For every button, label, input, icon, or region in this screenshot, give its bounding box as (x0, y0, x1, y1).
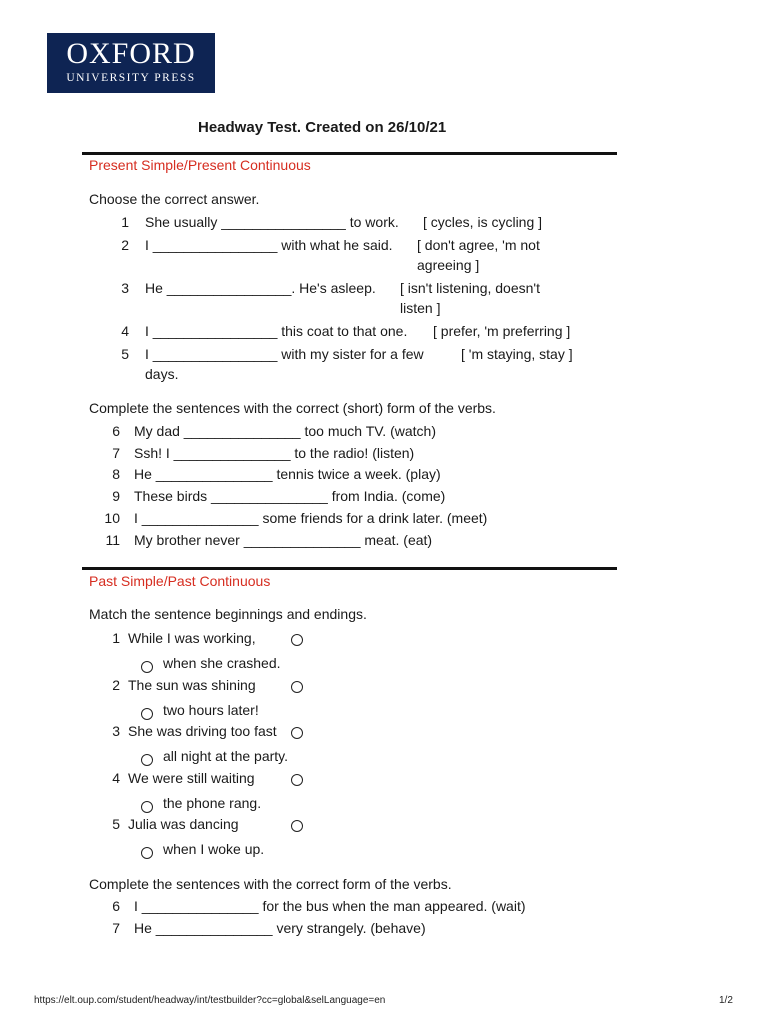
radio-circle-icon[interactable] (291, 727, 303, 739)
radio-circle-icon[interactable] (141, 754, 153, 766)
match-ending: when I woke up. (163, 841, 265, 857)
radio-circle-icon[interactable] (291, 820, 303, 832)
item-sentence: She usually ________________ to work. (145, 214, 399, 230)
radio-circle-icon[interactable] (141, 801, 153, 813)
match-beginning: The sun was shining (128, 676, 256, 693)
item-number: 3 (112, 723, 120, 739)
item-sentence: I ________________ with what he said. (145, 237, 393, 253)
item-sentence: I ________________ this coat to that one. (145, 323, 408, 339)
item-number: 1 (112, 630, 120, 646)
item-options: [ isn't listening, doesn't (400, 280, 540, 296)
page-title: Headway Test. Created on 26/10/21 (198, 119, 447, 136)
item-number: 11 (105, 532, 120, 548)
item-sentence: He _______________ very strangely. (behave) (134, 920, 426, 936)
radio-circle-icon[interactable] (291, 634, 303, 646)
item-sentence: My brother never _______________ meat. (eat) (134, 532, 433, 548)
item-number: 1 (121, 214, 129, 230)
item-number: 2 (121, 237, 129, 253)
item-sentence: My dad _______________ too much TV. (watch) (134, 423, 436, 439)
radio-circle-icon[interactable] (141, 661, 153, 673)
item-options-cont: agreeing ] (417, 257, 480, 273)
item-sentence: These birds _______________ from India. (come) (134, 488, 446, 504)
item-sentence: I _______________ some friends for a drink later. (meet) (134, 510, 488, 526)
item-number: 3 (121, 280, 129, 296)
item-number: 8 (112, 466, 120, 482)
section-divider (82, 567, 617, 570)
item-sentence: I ________________ with my sister for a few (145, 346, 424, 362)
logo-line1: OXFORD (66, 37, 196, 70)
item-sentence: He ________________. He's asleep. (145, 280, 376, 296)
radio-circle-icon[interactable] (141, 708, 153, 720)
radio-circle-icon[interactable] (291, 681, 303, 693)
match-beginning: She was driving too fast (128, 723, 277, 739)
instruction-match: Match the sentence beginnings and endings. (89, 606, 367, 622)
section-divider (82, 152, 617, 155)
item-options: [ prefer, 'm preferring ] (433, 323, 571, 339)
item-sentence-cont: days. (145, 366, 179, 382)
radio-circle-icon[interactable] (141, 847, 153, 859)
item-sentence: He _______________ tennis twice a week. (play) (134, 466, 441, 482)
item-number: 5 (112, 816, 120, 832)
item-number: 7 (112, 920, 120, 936)
item-options: [ cycles, is cycling ] (423, 214, 543, 230)
item-options: [ don't agree, 'm not (417, 237, 540, 253)
match-beginning: Julia was dancing (128, 816, 239, 832)
page-number: 1/2 (719, 995, 733, 1006)
match-ending: when she crashed. (163, 655, 281, 671)
match-beginning: We were still waiting (128, 769, 255, 786)
item-number: 7 (112, 445, 120, 461)
item-number: 4 (121, 323, 129, 339)
item-number: 6 (112, 898, 120, 914)
footer-url: https://elt.oup.com/student/headway/int/testbuilder?cc=global&selLanguage=en (34, 995, 386, 1006)
match-ending: two hours later! (163, 701, 259, 718)
match-ending: the phone rang. (163, 794, 262, 811)
item-number: 6 (112, 423, 120, 439)
radio-circle-icon[interactable] (291, 774, 303, 786)
item-number: 4 (112, 769, 120, 786)
item-number: 5 (121, 346, 129, 362)
oxford-logo (47, 33, 215, 93)
item-sentence: Ssh! I _______________ to the radio! (listen) (134, 445, 415, 461)
item-sentence: I _______________ for the bus when the man appeared. (wait) (134, 898, 526, 914)
section-heading-past: Past Simple/Past Continuous (89, 573, 271, 589)
item-number: 9 (112, 488, 120, 504)
instruction-choose: Choose the correct answer. (89, 191, 260, 207)
item-options-cont: listen ] (400, 300, 441, 316)
item-number: 10 (104, 510, 120, 526)
match-ending: all night at the party. (163, 748, 289, 764)
instruction-complete: Complete the sentences with the correct form of the verbs. (89, 876, 452, 892)
logo-line2: UNIVERSITY PRESS (66, 72, 196, 84)
match-beginning: While I was working, (128, 630, 256, 646)
item-options: [ 'm staying, stay ] (461, 346, 573, 362)
instruction-complete-short: Complete the sentences with the correct (short) form of the verbs. (89, 400, 496, 416)
item-number: 2 (112, 676, 120, 693)
section-heading-present: Present Simple/Present Continuous (89, 157, 311, 173)
